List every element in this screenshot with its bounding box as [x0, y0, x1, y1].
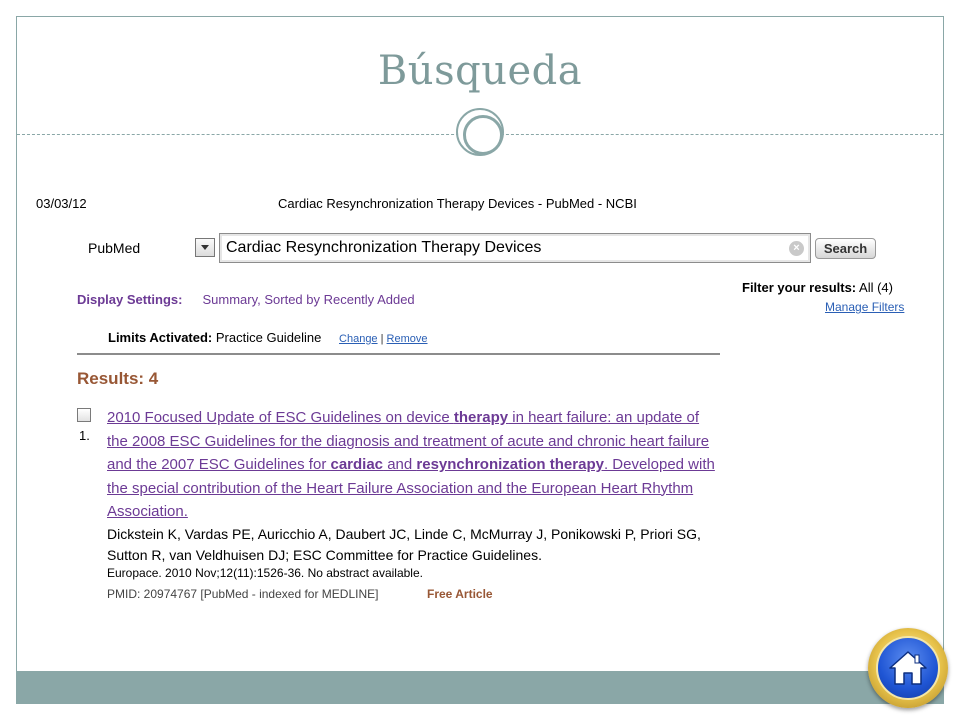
filter-results [742, 280, 893, 295]
filter-value[interactable]: All (4) [859, 280, 893, 295]
title-segment: . Developed with the special contribution of the Heart Failure Association and the European Heart Rhythm Association. [107, 456, 715, 520]
search-query: Cardiac Resynchronization Therapy Devices [226, 239, 542, 256]
clear-search-icon[interactable]: × [789, 241, 804, 256]
home-button-face [876, 636, 940, 700]
remove-limits-link[interactable]: Remove [386, 333, 428, 345]
print-page-title: Cardiac Resynchronization Therapy Devices - PubMed - NCBI [278, 196, 637, 211]
result-authors: Dickstein K, Vardas PE, Auricchio A, Daubert JC, Linde C, McMurray J, Ponikowski P, Priori SG, Sutton R, van Veldhuisen DJ; ESC Committee for Practice Guidelines. [107, 526, 701, 563]
home-button[interactable] [868, 628, 948, 708]
result-citation: Europace. 2010 Nov;12(11):1526-36. No abstract available. [107, 566, 423, 580]
search-button[interactable]: Search [815, 238, 876, 259]
footer-band [17, 671, 943, 703]
search-input[interactable] [219, 233, 811, 263]
display-settings[interactable] [77, 292, 415, 307]
display-settings-label[interactable]: Display Settings: [77, 292, 183, 307]
title-segment: and [383, 456, 417, 473]
result-checkbox[interactable] [77, 408, 91, 422]
home-icon [886, 646, 930, 690]
title-segment: 2010 Focused Update of ESC Guidelines on device [107, 409, 454, 426]
title-segment: in heart failure: an update of the 2008 ESC Guidelines for the diagnosis and treatment of acute and chronic heart failure and the 2007 ESC Guidelines for [107, 409, 710, 473]
title-highlight: resynchronization therapy [416, 456, 604, 473]
title-highlight: therapy [453, 409, 509, 426]
chevron-down-icon [201, 245, 209, 250]
database-label: PubMed [88, 240, 141, 256]
display-settings-value[interactable]: Summary, Sorted by Recently Added [202, 292, 415, 307]
results-divider [77, 353, 720, 355]
print-date: 03/03/12 [36, 196, 87, 211]
limits-label: Limits Activated: [108, 330, 213, 345]
title-highlight: cardiac [330, 456, 384, 473]
limits-value: Practice Guideline [215, 330, 322, 345]
result-number: 1. [79, 428, 90, 443]
link-separator: | [380, 333, 384, 345]
slide-title: Búsqueda [377, 48, 583, 94]
database-dropdown[interactable] [195, 238, 215, 257]
change-limits-link[interactable]: Change [339, 333, 378, 345]
result-pmid: PMID: 20974767 [PubMed - indexed for MEDLINE] [107, 587, 379, 601]
results-count: Results: 4 [77, 369, 159, 388]
limits-activated [108, 330, 428, 345]
manage-filters-link[interactable]: Manage Filters [825, 300, 905, 314]
free-article-link[interactable]: Free Article [427, 587, 493, 601]
filter-label: Filter your results: [742, 280, 857, 295]
result-title-link[interactable] [107, 406, 717, 524]
